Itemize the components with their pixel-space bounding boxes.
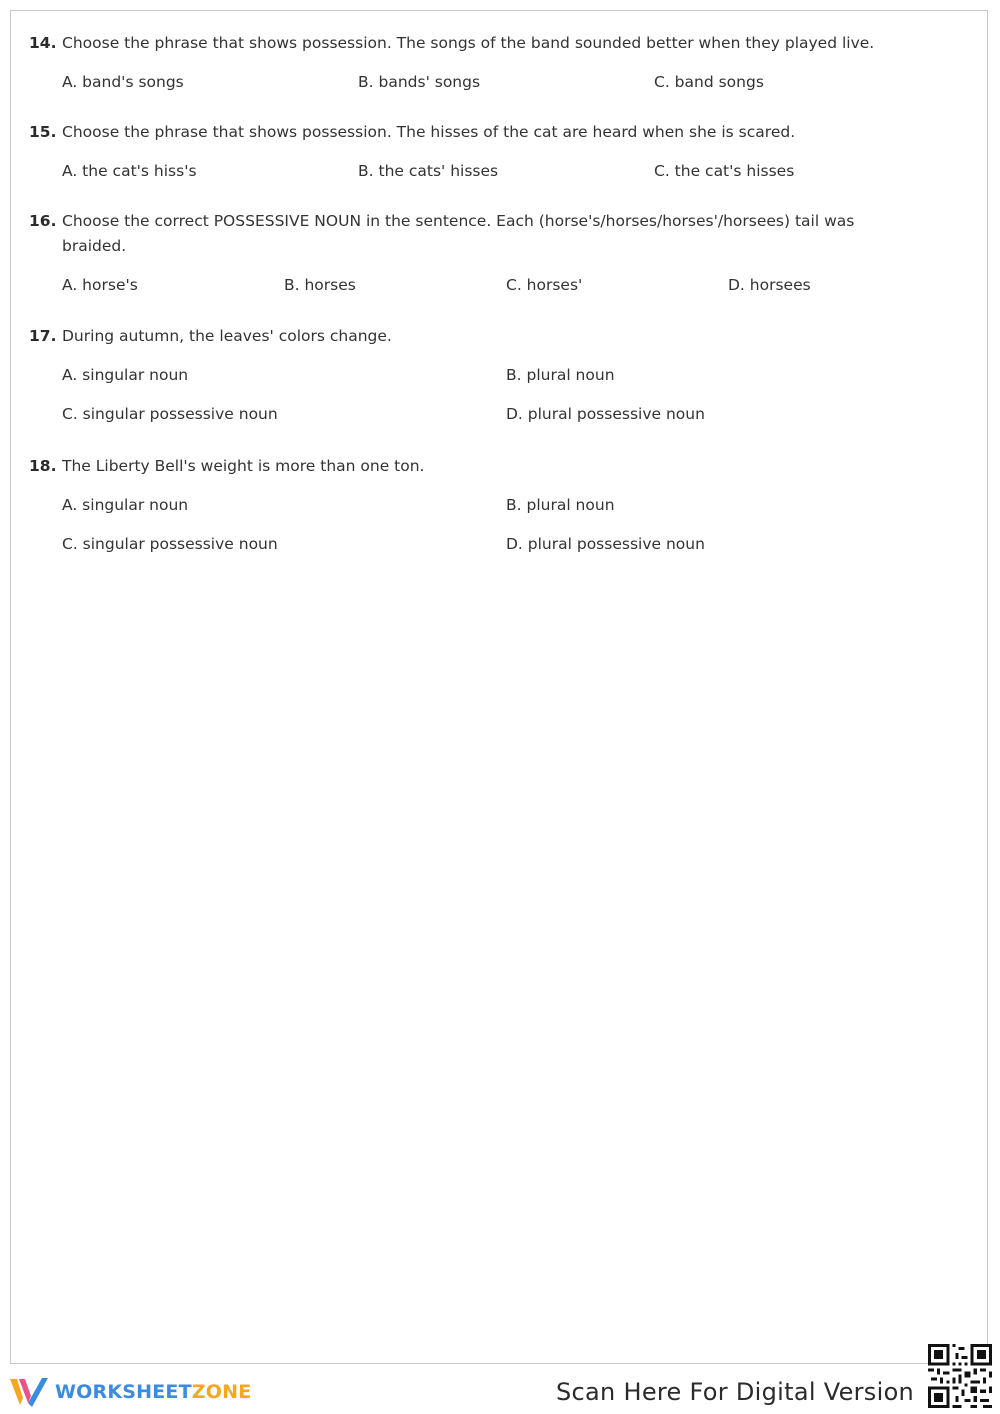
question-text: Choose the phrase that shows possession. The songs of the band sounded better when they played live. (62, 34, 875, 52)
option-a[interactable]: A. singular noun (62, 366, 189, 384)
option-c[interactable]: C. the cat's hisses (654, 162, 795, 180)
answer-options (62, 159, 929, 183)
answer-options (62, 363, 929, 426)
option-d[interactable]: D. plural possessive noun (506, 535, 705, 553)
question-text: During autumn, the leaves' colors change. (62, 327, 392, 345)
worksheet-zone-logo[interactable] (9, 1376, 251, 1408)
option-b[interactable]: B. plural noun (506, 496, 615, 514)
option-b[interactable]: B. the cats' hisses (358, 162, 499, 180)
logo-wordmark (55, 1381, 251, 1403)
question-number: 14. (29, 34, 57, 52)
qr-code-icon[interactable] (928, 1344, 992, 1408)
question-number: 18. (29, 457, 57, 475)
question-number: 15. (29, 123, 57, 141)
logo-word-worksheet: WORKSHEET (55, 1381, 192, 1403)
answer-options (62, 493, 929, 556)
question-number: 16. (29, 212, 57, 230)
question-text: Choose the correct POSSESSIVE NOUN in the sentence. Each (horse's/horses/horses'/horsees) tail was braided. (62, 212, 855, 255)
w-check-icon (9, 1376, 49, 1408)
answer-options (62, 70, 929, 94)
question-15 (29, 120, 929, 183)
option-d[interactable]: D. plural possessive noun (506, 405, 705, 423)
question-18 (29, 454, 929, 556)
question-number: 17. (29, 327, 57, 345)
option-c[interactable]: C. horses' (506, 276, 583, 294)
option-c[interactable]: C. band songs (654, 73, 764, 91)
answer-options (62, 273, 929, 297)
question-16 (29, 209, 929, 297)
question-text: The Liberty Bell's weight is more than one ton. (62, 457, 425, 475)
question-text: Choose the phrase that shows possession. The hisses of the cat are heard when she is scared. (62, 123, 796, 141)
option-d[interactable]: D. horsees (728, 276, 811, 294)
option-a[interactable]: A. band's songs (62, 73, 184, 91)
worksheet-page (10, 10, 988, 1364)
question-14 (29, 31, 929, 94)
option-b[interactable]: B. bands' songs (358, 73, 481, 91)
option-c[interactable]: C. singular possessive noun (62, 405, 278, 423)
scan-caption: Scan Here For Digital Version (556, 1378, 915, 1406)
option-a[interactable]: A. horse's (62, 276, 138, 294)
option-b[interactable]: B. horses (284, 276, 356, 294)
option-b[interactable]: B. plural noun (506, 366, 615, 384)
question-17 (29, 324, 929, 426)
logo-word-zone: ZONE (191, 1381, 252, 1403)
option-a[interactable]: A. the cat's hiss's (62, 162, 197, 180)
option-a[interactable]: A. singular noun (62, 496, 189, 514)
option-c[interactable]: C. singular possessive noun (62, 535, 278, 553)
